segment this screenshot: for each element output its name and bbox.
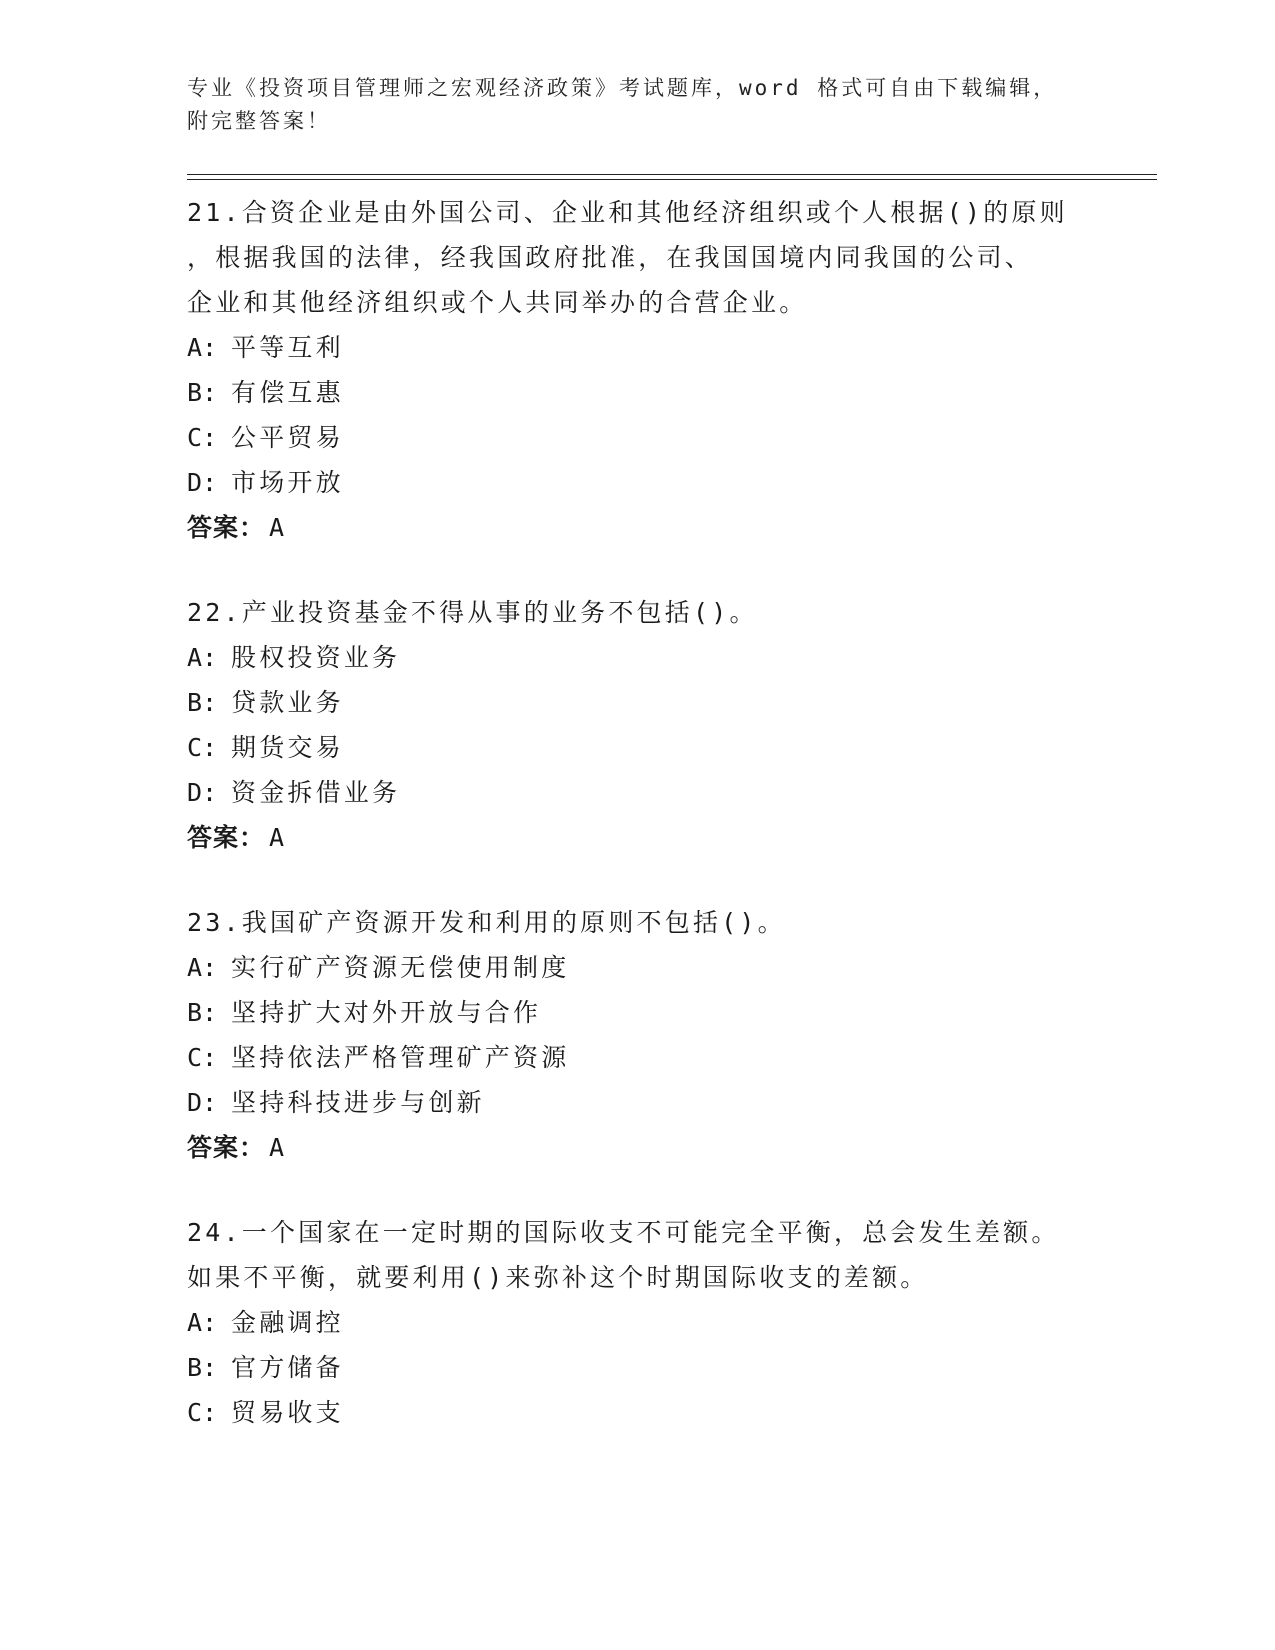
option-text: 资金拆借业务 <box>231 778 401 807</box>
answer-option <box>187 1390 1157 1435</box>
option-key: D: <box>187 468 218 497</box>
option-text: 坚持科技进步与创新 <box>231 1088 485 1117</box>
answer-option <box>187 725 1157 770</box>
option-text: 市场开放 <box>231 468 344 497</box>
option-key: A: <box>187 1308 218 1337</box>
answer-label: 答案： <box>187 823 266 852</box>
answer-option <box>187 680 1157 725</box>
question-block <box>187 1210 1157 1435</box>
option-text: 有偿互惠 <box>231 378 344 407</box>
option-text: 股权投资业务 <box>231 643 401 672</box>
option-key: C: <box>187 733 218 762</box>
document-page <box>187 72 1157 1435</box>
option-key: B: <box>187 688 218 717</box>
option-text: 坚持依法严格管理矿产资源 <box>231 1043 570 1072</box>
option-key: B: <box>187 378 218 407</box>
document-header <box>187 72 1157 138</box>
question-block <box>187 190 1157 550</box>
answer-line <box>187 1125 1157 1170</box>
answer-option <box>187 370 1157 415</box>
question-text-line: ，根据我国的法律，经我国政府批准，在我国国境内同我国的公司、 <box>187 243 1034 272</box>
answer-value: A <box>269 1133 286 1162</box>
answer-label: 答案： <box>187 513 266 542</box>
option-text: 贸易收支 <box>231 1398 344 1427</box>
answer-option <box>187 945 1157 990</box>
answer-option <box>187 990 1157 1035</box>
header-line-2: 附完整答案！ <box>187 109 331 133</box>
question-list <box>187 190 1157 1435</box>
header-divider <box>187 174 1157 180</box>
question-text-line: 21.合资企业是由外国公司、企业和其他经济组织或个人根据()的原则 <box>187 198 1068 227</box>
question-text-line: 22.产业投资基金不得从事的业务不包括()。 <box>187 598 758 627</box>
answer-option <box>187 770 1157 815</box>
answer-line <box>187 815 1157 860</box>
option-text: 平等互利 <box>231 333 344 362</box>
option-key: A: <box>187 333 218 362</box>
option-text: 坚持扩大对外开放与合作 <box>231 998 542 1027</box>
option-text: 期货交易 <box>231 733 344 762</box>
question-text-line: 24.一个国家在一定时期的国际收支不可能完全平衡，总会发生差额。 <box>187 1218 1060 1247</box>
option-text: 贷款业务 <box>231 688 344 717</box>
option-key: C: <box>187 1398 218 1427</box>
option-text: 实行矿产资源无偿使用制度 <box>231 953 570 982</box>
option-key: D: <box>187 778 218 807</box>
answer-label: 答案： <box>187 1133 266 1162</box>
answer-option <box>187 415 1157 460</box>
question-block <box>187 900 1157 1170</box>
option-text: 金融调控 <box>231 1308 344 1337</box>
question-text-line: 如果不平衡，就要利用()来弥补这个时期国际收支的差额。 <box>187 1263 929 1292</box>
option-key: A: <box>187 643 218 672</box>
option-key: B: <box>187 998 218 1027</box>
answer-option <box>187 1300 1157 1345</box>
option-text: 官方储备 <box>231 1353 344 1382</box>
option-key: A: <box>187 953 218 982</box>
question-text-line: 23.我国矿产资源开发和利用的原则不包括()。 <box>187 908 786 937</box>
option-key: B: <box>187 1353 218 1382</box>
answer-option <box>187 1035 1157 1080</box>
option-key: C: <box>187 423 218 452</box>
answer-line <box>187 505 1157 550</box>
option-key: D: <box>187 1088 218 1117</box>
option-key: C: <box>187 1043 218 1072</box>
question-block <box>187 590 1157 860</box>
answer-option <box>187 1080 1157 1125</box>
answer-option <box>187 460 1157 505</box>
answer-value: A <box>269 513 286 542</box>
question-text-line: 企业和其他经济组织或个人共同举办的合营企业。 <box>187 288 808 317</box>
answer-option <box>187 1345 1157 1390</box>
answer-value: A <box>269 823 286 852</box>
answer-option <box>187 325 1157 370</box>
header-line-1: 专业《投资项目管理师之宏观经济政策》考试题库，word 格式可自由下载编辑， <box>187 76 1058 100</box>
answer-option <box>187 635 1157 680</box>
option-text: 公平贸易 <box>231 423 344 452</box>
